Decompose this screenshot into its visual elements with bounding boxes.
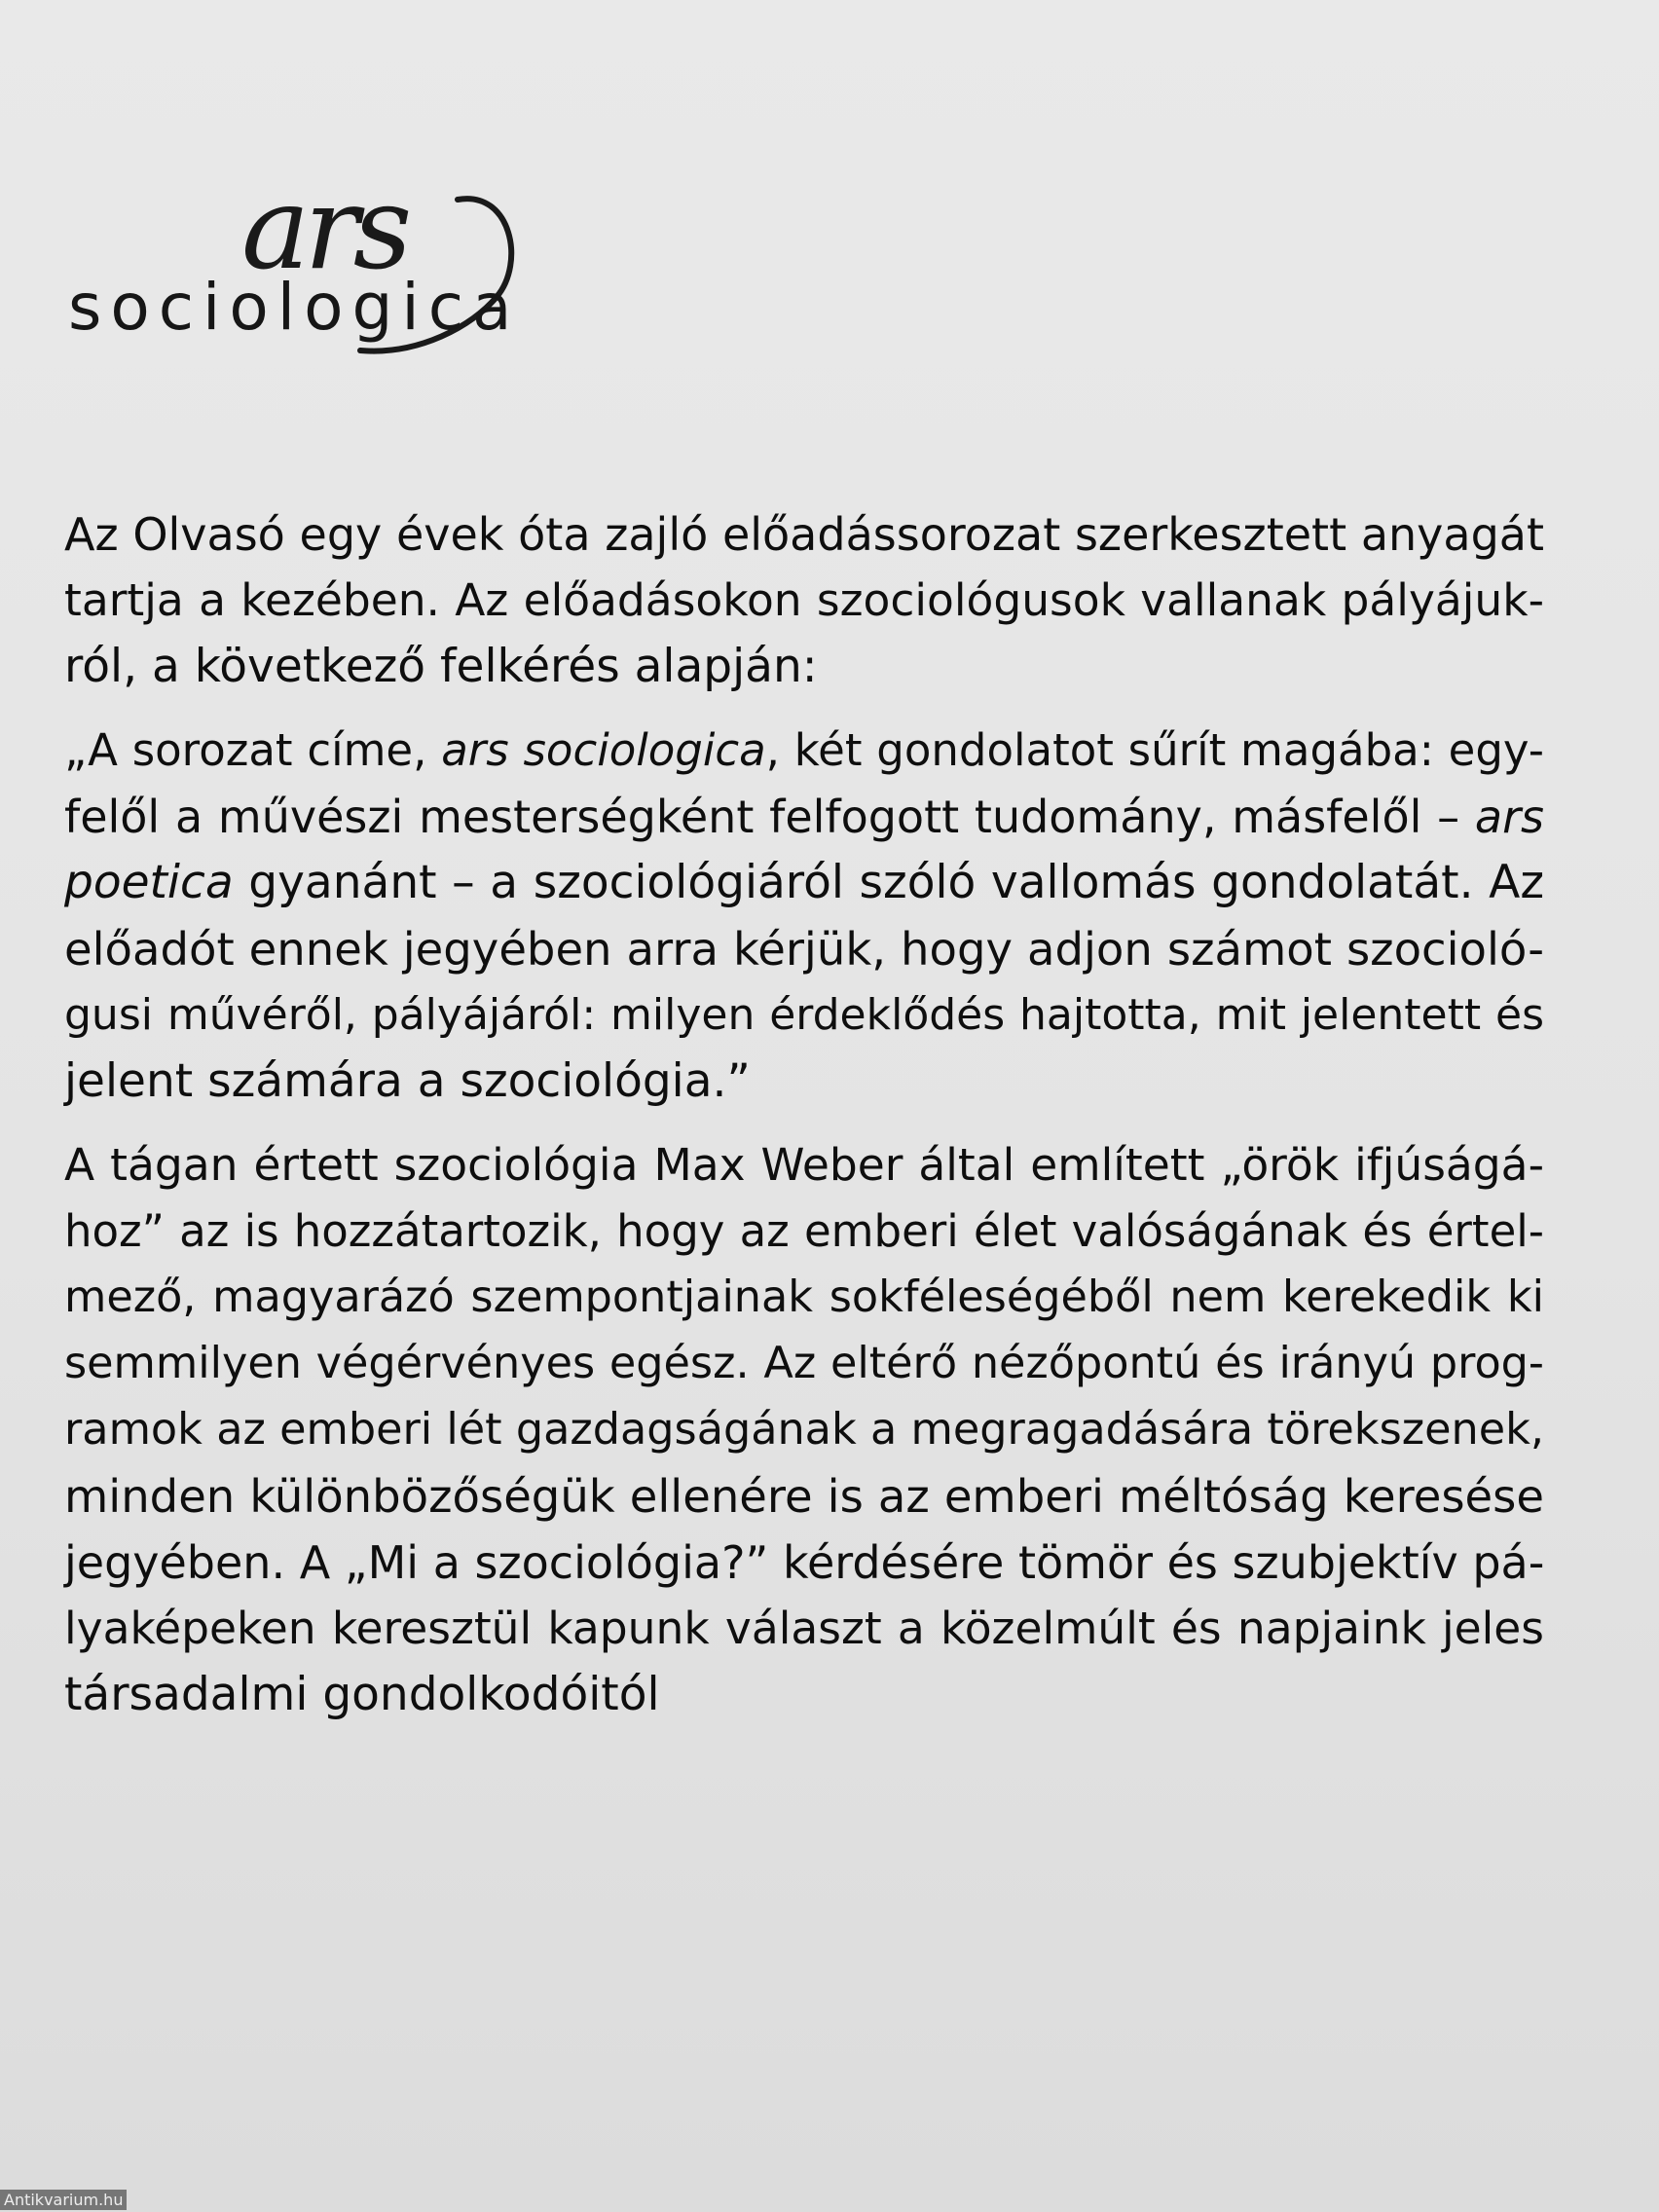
text-line: A tágan értett szociológia Max Weber által említett „örök ifjúságá- xyxy=(64,1139,1544,1191)
paragraph-intro xyxy=(64,501,1544,700)
text-line xyxy=(64,850,1544,916)
watermark: Antikvarium.hu xyxy=(0,2190,127,2210)
paragraph-quote xyxy=(64,718,1544,1115)
text-line: társadalmi gondolkodóitól xyxy=(64,1668,660,1721)
text-line: tartja a kezében. Az előadásokon szociológusok vallanak pályájuk- xyxy=(64,574,1544,626)
text-line: Az Olvasó egy évek óta zajló előadássorozat szerkesztett anyagát xyxy=(64,508,1544,561)
text-line xyxy=(64,718,1544,784)
text-fragment: felől a művészi mesterségként felfogott tudomány, másfelől – xyxy=(64,791,1475,843)
text-fragment-italic: ars xyxy=(1474,791,1544,843)
blurb-text xyxy=(64,501,1544,1746)
text-line: mező, magyarázó szempontjainak sokféleségéből nem kerekedik ki xyxy=(64,1272,1544,1322)
ars-sociologica-logo xyxy=(68,161,526,375)
text-fragment: , két gondolatot sűrít magába: egy- xyxy=(765,724,1545,776)
text-line: hoz” az is hozzátartozik, hogy az emberi élet valóságának és értel- xyxy=(64,1205,1544,1257)
text-fragment-italic: ars sociologica xyxy=(441,724,766,776)
text-line: jelent számára a szociológia.” xyxy=(64,1054,751,1108)
logo-script-word: ars xyxy=(241,161,407,295)
text-line: minden különbözőségük ellenére is az emberi méltóság keresése xyxy=(64,1470,1544,1523)
paragraph-weber xyxy=(64,1132,1544,1728)
text-line: ramok az emberi lét gazdagságának a megragadására törekszenek, xyxy=(64,1405,1544,1455)
logo-word: sociologica xyxy=(68,270,521,345)
text-line: gusi művéről, pályájáról: milyen érdeklődés hajtotta, mit jelentett és xyxy=(64,990,1544,1040)
text-line: ról, a következő felkérés alapján: xyxy=(64,640,818,693)
text-line: lyaképeken keresztül kapunk választ a közelmúlt és napjaink jeles xyxy=(64,1603,1544,1654)
text-line: előadót ennek jegyében arra kérjük, hogy adjon számot szocioló- xyxy=(64,923,1544,976)
text-line xyxy=(64,784,1544,850)
text-fragment-italic: poetica xyxy=(64,856,234,909)
text-fragment: „A sorozat címe, xyxy=(64,724,442,776)
text-fragment: gyanánt – a szociológiáról szóló vallomás gondolatát. Az xyxy=(233,856,1544,909)
text-line: jegyében. A „Mi a szociológia?” kérdésére tömör és szubjektív pá- xyxy=(64,1536,1545,1589)
text-line: semmilyen végérvényes egész. Az eltérő nézőpontú és irányú prog- xyxy=(64,1339,1544,1388)
